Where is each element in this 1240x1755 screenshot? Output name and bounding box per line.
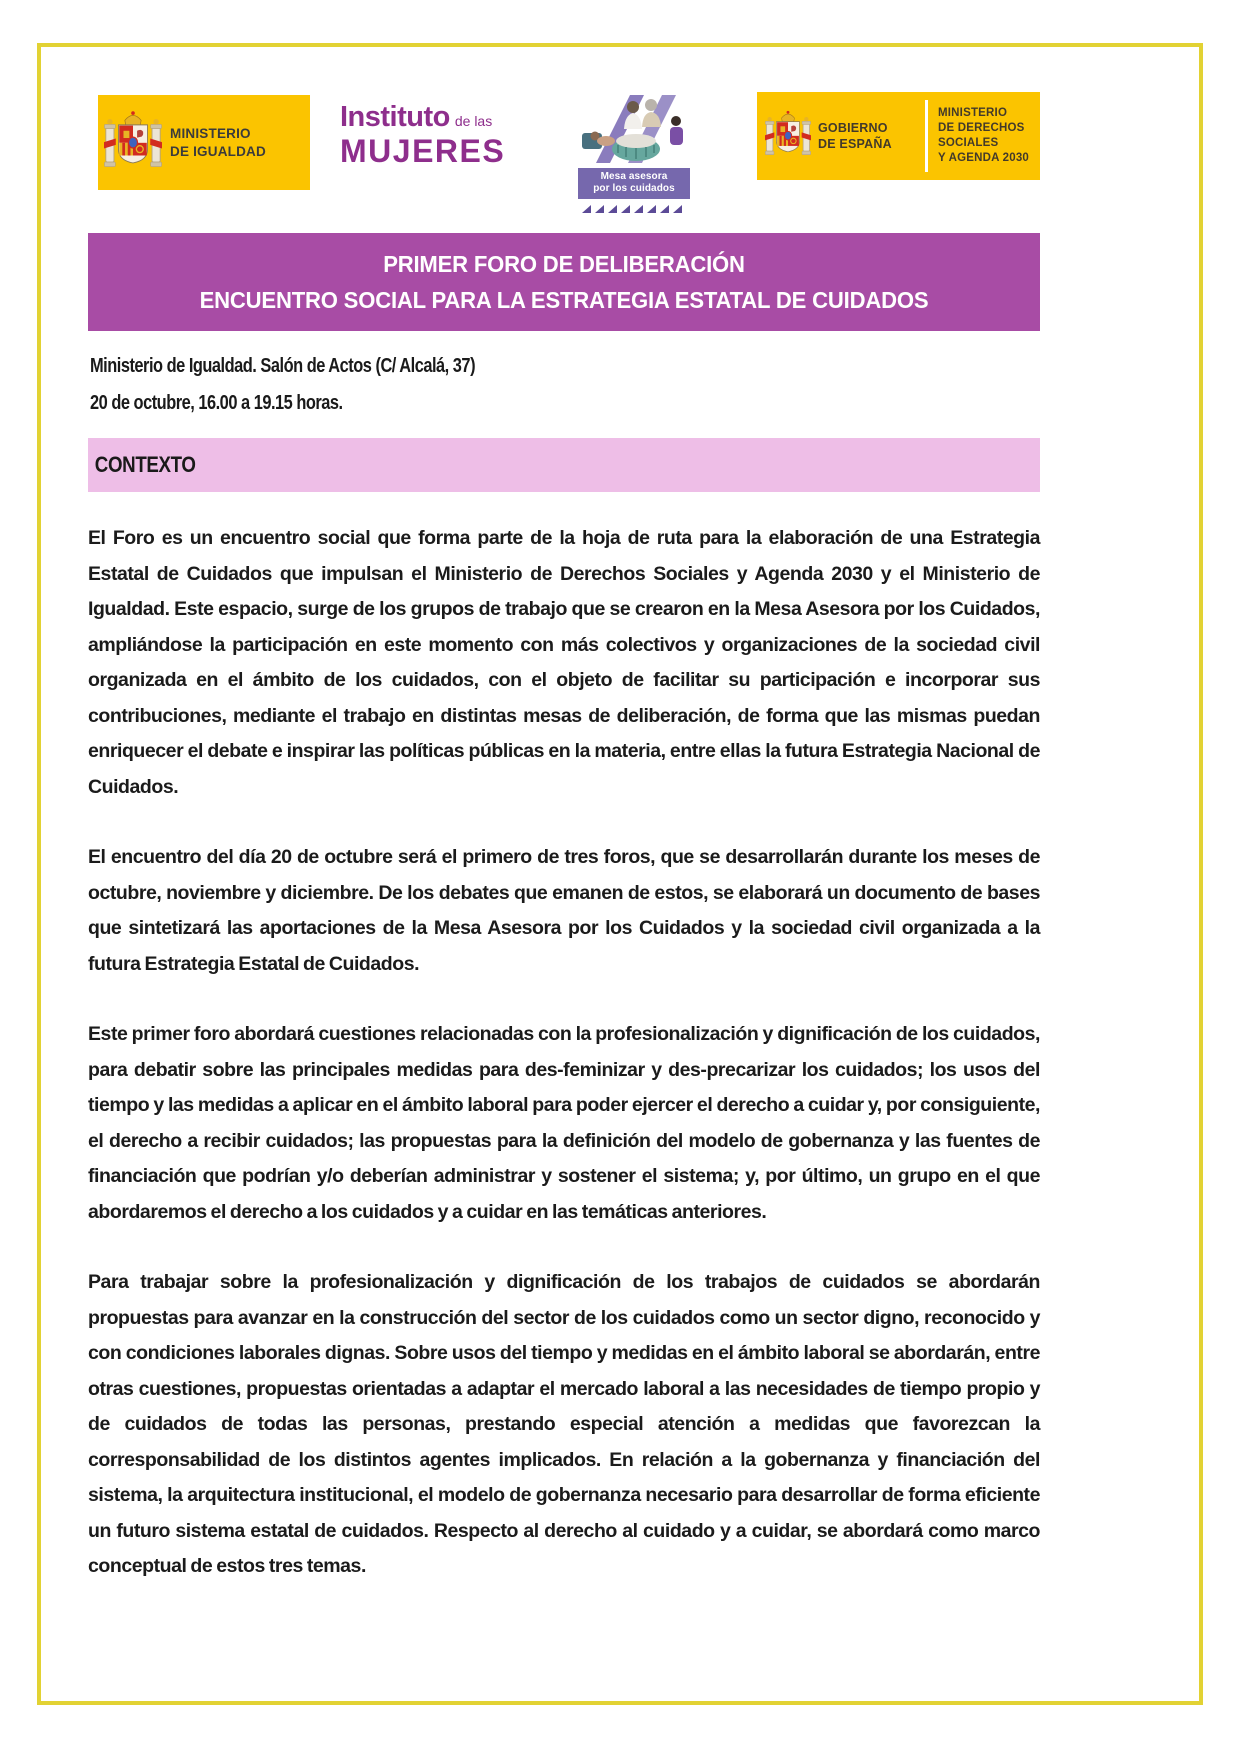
- mesa-asesora-collage-icon: [578, 95, 690, 163]
- spain-coat-of-arms-icon: [765, 108, 811, 164]
- instituto-de-las: de las: [454, 113, 493, 129]
- banner-title-line1: PRIMER FORO DE DELIBERACIÓN: [383, 250, 745, 277]
- chevrons-icon: [582, 203, 686, 214]
- paragraph-4: Para trabajar sobre la profesionalización y dignificación de los trabajos de cuidados se abordarán propuestas para avanzar en la construcción del sector de los cuidados como un sector digno, reconocido y con condiciones laborales dignas. Sobre usos del tiempo y medidas en el ámbito laboral se abordarán, entre otras cuestiones, propuestas orientadas a adaptar el mercado laboral a las necesidades de tiempo propio y de cuidados de todas las personas, prestando especial atención a medidas que favorezcan la corresponsabilidad de los distintos agentes implicados. En relación a la gobernanza y financiación del sistema, la arquitectura institucional, el modelo de gobernanza necesario para desarrollar de forma eficiente un futuro sistema estatal de cuidados. Respecto al derecho al cuidado y a cuidar, se abordará como marco conceptual de estos tres temas.: [88, 1271, 1040, 1577]
- mesa-asesora-line2: por los cuidados: [593, 183, 675, 194]
- document-body: [88, 521, 1040, 1620]
- ministerio-derechos-line2: DE DERECHOS SOCIALES: [938, 122, 1025, 149]
- ministerio-derechos-line1: MINISTERIO: [938, 107, 1008, 119]
- paragraph-3: Este primer foro abordará cuestiones relacionadas con la profesionalización y dignificación de los cuidados, para debatir sobre las principales medidas para des-feminizar y des-precarizar los cuidados; los usos del tiempo y las medidas a aplicar en el ámbito laboral para poder ejercer el derecho a cuidar y, por consiguiente, el derecho a recibir cuidados; las propuestas para la definición del modelo de gobernanza y las fuentes de financiación que podrían y/o deberían administrar y sostener el sistema; y, por último, un grupo en el que abordaremos el derecho a los cuidados y a cuidar en las temáticas anteriores.: [88, 1023, 1040, 1223]
- gobierno-line2: DE ESPAÑA: [818, 137, 892, 151]
- instituto-mujeres-word: MUJERES: [340, 133, 506, 169]
- title-banner: [88, 233, 1040, 331]
- logo-mesa-asesora: [578, 95, 690, 214]
- logo-gobierno-espana: [757, 92, 1040, 180]
- paragraph-1: El Foro es un encuentro social que forma parte de la hoja de ruta para la elaboración de una Estrategia Estatal de Cuidados que impulsan el Ministerio de Derechos Sociales y Agenda 2030 y el Ministerio de Igualdad. Este espacio, surge de los grupos de trabajo que se crearon en la Mesa Asesora por los Cuidados, ampliándose la participación en este momento con más colectivos y organizaciones de la sociedad civil organizada en el ámbito de los cuidados, con el objeto de facilitar su participación e incorporar sus contribuciones, mediante el trabajo en distintas mesas de deliberación, de forma que las mismas puedan enriquecer el debate e inspirar las políticas públicas en la materia, entre ellas la futura Estrategia Nacional de Cuidados.: [88, 527, 1040, 798]
- ministerio-igualdad-line1: MINISTERIO: [170, 125, 251, 141]
- section-bar-contexto: [88, 438, 1040, 492]
- logo-instituto-mujeres: [340, 103, 540, 167]
- banner-title-line2: ENCUENTRO SOCIAL PARA LA ESTRATEGIA ESTATAL DE CUIDADOS: [199, 286, 929, 313]
- spain-coat-of-arms-icon: [104, 109, 162, 177]
- event-venue: Ministerio de Igualdad. Salón de Actos (C/ Alcalá, 37): [90, 355, 476, 377]
- mesa-asesora-line1: Mesa asesora: [600, 171, 668, 182]
- paragraph-2: El encuentro del día 20 de octubre será el primero de tres foros, que se desarrollarán durante los meses de octubre, noviembre y diciembre. De los debates que emanen de estos, se elaborará un documento de bases que sintetizará las aportaciones de la Mesa Asesora por los Cuidados y la sociedad civil organizada a la futura Estrategia Estatal de Cuidados.: [88, 846, 1040, 975]
- gobierno-line1: GOBIERNO: [818, 121, 888, 135]
- logo-ministerio-igualdad: [98, 95, 310, 190]
- ministerio-derechos-line3: Y AGENDA 2030: [938, 152, 1030, 164]
- instituto-word: Instituto: [340, 101, 450, 133]
- ministerio-igualdad-line2: DE IGUALDAD: [170, 143, 266, 159]
- event-datetime: 20 de octubre, 16.00 a 19.15 horas.: [90, 392, 343, 414]
- section-heading: CONTEXTO: [94, 452, 196, 477]
